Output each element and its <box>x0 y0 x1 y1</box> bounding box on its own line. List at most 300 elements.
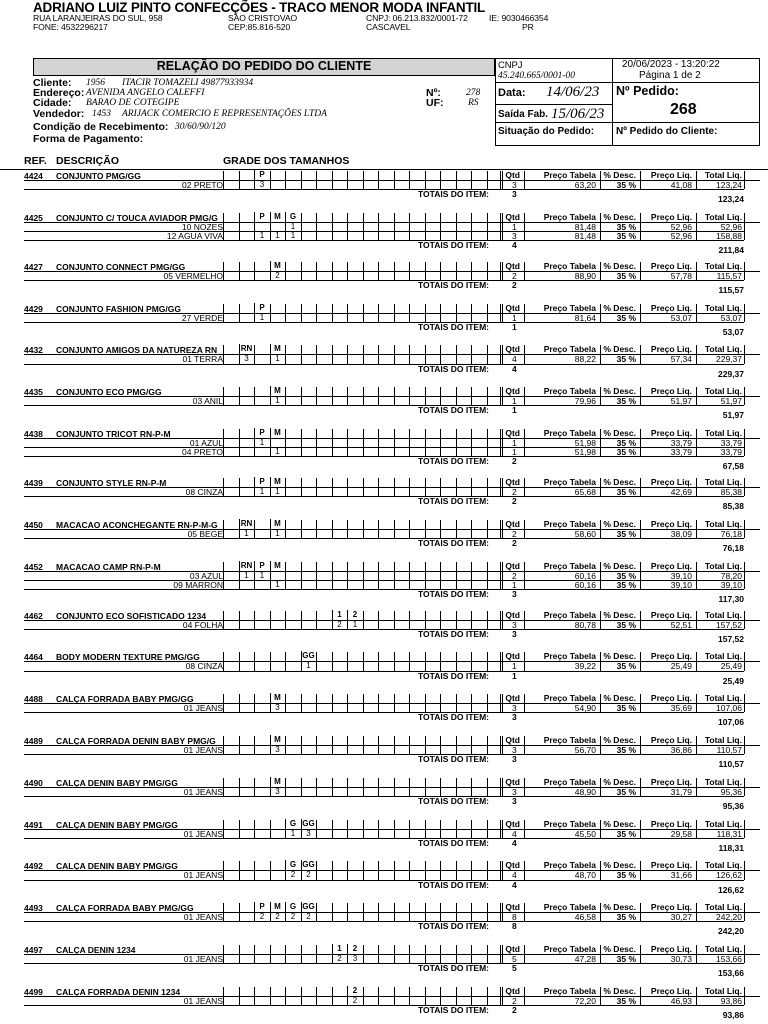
grid-divider <box>332 387 333 405</box>
grid-divider <box>425 520 426 538</box>
row-qtd: 3 <box>512 230 517 241</box>
size-label: RN <box>239 344 254 354</box>
row-qtd: 1 <box>512 661 517 672</box>
grid-divider <box>471 520 472 538</box>
row-price: 46,58 <box>574 912 596 923</box>
grid-divider <box>316 304 317 322</box>
grid-divider <box>223 429 224 456</box>
row-net-price: 30,27 <box>670 912 692 923</box>
item-total-value: 95,36 <box>722 800 744 811</box>
grid-divider <box>270 611 271 629</box>
row-price: 47,28 <box>574 953 596 964</box>
grid-divider <box>285 694 286 712</box>
item-block <box>0 777 768 819</box>
grid-divider <box>239 304 240 322</box>
grid-divider <box>347 778 348 796</box>
row-total: 85,38 <box>720 486 742 497</box>
grid-divider <box>394 171 395 189</box>
item-total-value: 115,57 <box>718 284 744 295</box>
grid-divider <box>223 778 224 796</box>
value-divider <box>744 652 745 670</box>
size-label: M <box>270 428 285 438</box>
row-total: 25,49 <box>720 661 742 672</box>
grid-divider <box>409 562 410 589</box>
item-block <box>0 651 768 693</box>
grid-divider <box>456 611 457 629</box>
hdr-net-price: Preço Liq. <box>650 776 692 787</box>
grid-divider <box>456 945 457 963</box>
grid-divider <box>394 945 395 963</box>
grid-divider <box>239 736 240 754</box>
grid-divider <box>363 171 364 189</box>
color-name: 04 PRETO <box>182 447 223 458</box>
size-label: GG <box>302 860 315 870</box>
hdr-total: Total Liq. <box>704 693 742 704</box>
row-price: 48,90 <box>574 786 596 797</box>
item-total-qty: 3 <box>512 628 517 639</box>
row-qtd: 2 <box>512 528 517 539</box>
item-totals-label: TOTAIS DO ITEM: <box>418 189 489 200</box>
grid-divider <box>487 520 488 538</box>
grid-divider <box>440 562 441 589</box>
row-price: 63,20 <box>574 180 596 190</box>
grid-divider <box>239 820 240 838</box>
size-label: M <box>270 344 285 354</box>
row-price: 51,98 <box>574 437 596 448</box>
color-name: 01 AZUL <box>189 437 223 448</box>
grid-divider <box>285 778 286 796</box>
item-code: 4493 <box>24 903 43 914</box>
grid-divider <box>347 171 348 189</box>
grid-divider <box>394 778 395 796</box>
size-label: RN <box>239 519 254 529</box>
hdr-discount: % Desc. <box>603 985 636 996</box>
hdr-price: Preço Tabela <box>543 818 596 829</box>
hdr-discount: % Desc. <box>603 344 636 355</box>
hdr-discount: % Desc. <box>603 609 636 620</box>
item-description: CONJUNTO FASHION PMG/GG <box>56 303 181 314</box>
page-indicator: Página 1 de 2 <box>639 70 701 81</box>
grid-divider <box>471 987 472 1005</box>
hdr-total: Total Liq. <box>704 386 742 397</box>
size-quantity: 3 <box>301 829 316 839</box>
item-total-qty: 2 <box>512 279 517 290</box>
row-price: 48,70 <box>574 870 596 881</box>
hdr-net-price: Preço Liq. <box>650 943 692 954</box>
item-description: CONJUNTO TRICOT RN-P-M <box>56 428 171 439</box>
grid-divider <box>409 611 410 629</box>
hdr-price: Preço Tabela <box>543 734 596 745</box>
row-net-price: 25,49 <box>670 661 692 672</box>
row-net-price: 57,78 <box>670 270 692 281</box>
item-description: CONJUNTO AMIGOS DA NATUREZA RN <box>56 345 218 356</box>
size-label: M <box>270 777 285 787</box>
row-net-price: 39,10 <box>670 570 692 581</box>
grid-divider <box>409 903 410 921</box>
company-address: RUA LARANJEIRAS DO SUL, 958 <box>33 13 163 23</box>
grid-divider <box>440 611 441 629</box>
report-title: RELAÇÃO DO PEDIDO DO CLIENTE <box>156 59 372 73</box>
row-qtd: 1 <box>512 437 517 448</box>
hdr-discount: % Desc. <box>603 302 636 313</box>
size-label: M <box>270 902 285 912</box>
item-description: CONJUNTO PMG/GG <box>56 171 141 181</box>
grid-divider <box>425 429 426 456</box>
row-qtd: 1 <box>512 447 517 458</box>
hdr-price: Preço Tabela <box>543 985 596 996</box>
date-label: Data: <box>498 87 526 99</box>
size-quantity: 3 <box>270 703 285 713</box>
row-discount: 35 % <box>616 270 636 281</box>
row-qtd: 4 <box>512 828 517 839</box>
row-net-price: 39,10 <box>670 579 692 590</box>
grid-divider <box>301 478 302 496</box>
color-name: 01 JEANS <box>183 744 223 755</box>
item-description: CONJUNTO ECO SOFISTICADO 1234 <box>56 610 207 621</box>
size-label: M <box>270 693 285 703</box>
item-list <box>0 170 768 1024</box>
grid-divider <box>332 652 333 670</box>
grid-divider <box>440 820 441 838</box>
hdr-discount: % Desc. <box>603 651 636 662</box>
grid-divider <box>254 945 255 963</box>
item-description: MACACAO ACONCHEGANTE RN-P-M-G <box>56 519 218 530</box>
item-totals-label: TOTAIS DO ITEM: <box>418 921 489 932</box>
grid-divider <box>378 778 379 796</box>
hdr-discount: % Desc. <box>603 211 636 222</box>
hdr-total: Total Liq. <box>704 170 742 180</box>
grid-divider <box>363 903 364 921</box>
hdr-qtd: Qtd <box>505 476 520 487</box>
grid-divider <box>239 987 240 1005</box>
hdr-net-price: Preço Liq. <box>650 609 692 620</box>
grid-divider <box>456 345 457 363</box>
row-price: 54,90 <box>574 703 596 714</box>
grid-divider <box>487 987 488 1005</box>
company-brand: TRACO MENOR MODA INFANTIL <box>279 0 486 15</box>
size-quantity: 1 <box>301 661 316 671</box>
row-qtd: 2 <box>512 995 517 1006</box>
row-discount: 35 % <box>616 486 636 497</box>
hdr-discount: % Desc. <box>603 260 636 271</box>
item-code: 4452 <box>24 561 43 572</box>
grid-divider <box>239 945 240 963</box>
grid-divider <box>239 213 240 240</box>
grid-divider <box>440 387 441 405</box>
hdr-total: Total Liq. <box>704 344 742 355</box>
hdr-price: Preço Tabela <box>543 609 596 620</box>
row-total: 78,20 <box>720 570 742 581</box>
hdr-discount: % Desc. <box>603 386 636 397</box>
item-total-qty: 2 <box>512 496 517 507</box>
color-name: 01 JEANS <box>183 995 223 1006</box>
item-code: 4438 <box>24 428 43 439</box>
item-totals-label: TOTAIS DO ITEM: <box>418 496 489 507</box>
row-qtd: 3 <box>512 786 517 797</box>
grid-divider <box>301 694 302 712</box>
row-total: 229,37 <box>716 354 742 365</box>
row-qtd: 4 <box>512 354 517 365</box>
grid-divider <box>456 562 457 589</box>
payment-terms: 30/60/90/120 <box>175 122 226 132</box>
grid-divider <box>456 694 457 712</box>
grid-divider <box>456 652 457 670</box>
grid-divider <box>285 945 286 963</box>
size-label: P <box>254 170 269 180</box>
color-name: 03 ANIL <box>192 396 223 407</box>
row-total: 93,86 <box>720 995 742 1006</box>
grid-divider <box>301 262 302 280</box>
item-totals-label: TOTAIS DO ITEM: <box>418 837 489 848</box>
grid-divider <box>270 945 271 963</box>
size-label: P <box>254 902 269 912</box>
item-code: 4490 <box>24 777 43 788</box>
grid-divider <box>332 478 333 496</box>
grid-divider <box>363 820 364 838</box>
row-discount: 35 % <box>616 828 636 839</box>
row-total: 95,36 <box>720 786 742 797</box>
order-info-rule-1 <box>495 82 760 83</box>
item-total-qty: 3 <box>512 712 517 723</box>
grid-divider <box>440 345 441 363</box>
grid-divider <box>456 213 457 240</box>
client-code: 1956 <box>86 78 105 88</box>
hdr-total: Total Liq. <box>704 518 742 529</box>
grid-divider <box>301 213 302 240</box>
grid-divider <box>394 987 395 1005</box>
grid-divider <box>363 611 364 629</box>
row-discount: 35 % <box>616 995 636 1006</box>
grid-divider <box>316 903 317 921</box>
row-total: 33,79 <box>720 437 742 448</box>
grid-divider <box>425 861 426 879</box>
hdr-net-price: Preço Liq. <box>650 386 692 397</box>
grid-divider <box>239 652 240 670</box>
color-name: 12 AGUA VIVA <box>166 230 223 241</box>
grid-divider <box>409 736 410 754</box>
grid-divider <box>378 478 379 496</box>
hdr-price: Preço Tabela <box>543 776 596 787</box>
row-qtd: 8 <box>512 912 517 923</box>
item-code: 4435 <box>24 387 43 398</box>
size-quantity: 2 <box>254 912 269 922</box>
grid-divider <box>378 304 379 322</box>
item-total-value: 85,38 <box>722 501 744 512</box>
grid-divider <box>440 171 441 189</box>
items-table <box>0 154 768 1024</box>
row-discount: 35 % <box>616 180 636 190</box>
item-code: 4489 <box>24 735 43 746</box>
grid-divider <box>394 611 395 629</box>
grid-divider <box>347 262 348 280</box>
grid-divider <box>471 562 472 589</box>
hdr-total: Total Liq. <box>704 260 742 271</box>
hdr-discount: % Desc. <box>603 518 636 529</box>
grid-divider <box>471 945 472 963</box>
item-description: BODY MODERN TEXTURE PMG/GG <box>56 652 200 663</box>
grid-divider <box>316 987 317 1005</box>
grid-divider <box>456 520 457 538</box>
item-total-qty: 3 <box>512 754 517 765</box>
size-quantity: 1 <box>270 580 285 590</box>
item-code: 4491 <box>24 819 43 830</box>
grid-divider <box>456 861 457 879</box>
grid-divider <box>409 652 410 670</box>
row-total: 157,52 <box>716 619 742 630</box>
grid-divider <box>456 304 457 322</box>
item-code: 4439 <box>24 477 43 488</box>
grid-divider <box>471 778 472 796</box>
grid-divider <box>471 861 472 879</box>
size-label: P <box>254 428 269 438</box>
grid-divider <box>285 345 286 363</box>
grid-divider <box>316 611 317 629</box>
grid-divider <box>316 429 317 456</box>
row-net-price: 35,69 <box>670 703 692 714</box>
item-block <box>0 212 768 261</box>
grid-divider <box>425 778 426 796</box>
grid-divider <box>425 213 426 240</box>
grid-divider <box>487 429 488 456</box>
grid-divider <box>332 562 333 589</box>
item-totals-label: TOTAIS DO ITEM: <box>418 879 489 890</box>
grid-divider <box>363 213 364 240</box>
value-divider <box>744 304 745 322</box>
hdr-net-price: Preço Liq. <box>650 302 692 313</box>
hdr-total: Total Liq. <box>704 860 742 871</box>
row-price: 60,16 <box>574 579 596 590</box>
hdr-net-price: Preço Liq. <box>650 560 692 571</box>
size-label: G <box>285 212 300 222</box>
item-block <box>0 735 768 777</box>
item-description: CONJUNTO STYLE RN-P-M <box>56 477 167 488</box>
item-total-value: 118,31 <box>718 842 744 853</box>
value-divider <box>744 945 745 963</box>
row-discount: 35 % <box>616 744 636 755</box>
size-quantity: 1 <box>270 396 285 406</box>
grid-divider <box>316 520 317 538</box>
row-price: 81,48 <box>574 221 596 232</box>
grid-divider <box>239 478 240 496</box>
hdr-qtd: Qtd <box>505 860 520 871</box>
row-total: 118,31 <box>716 828 742 839</box>
color-name: 05 VERMELHO <box>163 270 223 281</box>
grid-divider <box>254 387 255 405</box>
grid-divider <box>456 262 457 280</box>
grid-divider <box>347 736 348 754</box>
col-description: DESCRIÇÃO <box>56 155 120 167</box>
hdr-total: Total Liq. <box>704 818 742 829</box>
seller-code: 1453 <box>92 109 111 119</box>
company-phone: FONE: 4532296217 <box>33 22 108 32</box>
grid-divider <box>347 652 348 670</box>
color-name: 01 JEANS <box>183 912 223 923</box>
hdr-total: Total Liq. <box>704 427 742 438</box>
value-divider <box>744 520 745 538</box>
size-quantity: 1 <box>270 447 285 457</box>
hdr-net-price: Preço Liq. <box>650 427 692 438</box>
item-totals-label: TOTAIS DO ITEM: <box>418 537 489 548</box>
grid-divider <box>456 820 457 838</box>
company-district: SAO CRISTOVAO <box>228 13 298 23</box>
size-label: GG <box>302 902 315 912</box>
item-block <box>0 902 768 944</box>
color-name: 02 PRETO <box>182 180 223 190</box>
order-info-rule-3 <box>495 122 760 123</box>
hdr-net-price: Preço Liq. <box>650 734 692 745</box>
grid-divider <box>285 262 286 280</box>
size-label: G <box>285 902 300 912</box>
size-quantity: 3 <box>254 180 269 190</box>
row-price: 80,78 <box>574 619 596 630</box>
item-block <box>0 693 768 735</box>
row-price: 65,68 <box>574 486 596 497</box>
hdr-qtd: Qtd <box>505 902 520 913</box>
item-description: CALÇA FORRADA DENIN BABY PMG/G <box>56 735 216 746</box>
size-quantity: 2 <box>332 620 347 630</box>
row-qtd: 2 <box>512 486 517 497</box>
hdr-discount: % Desc. <box>603 734 636 745</box>
hdr-discount: % Desc. <box>603 818 636 829</box>
hdr-discount: % Desc. <box>603 776 636 787</box>
item-total-qty: 3 <box>512 795 517 806</box>
grid-divider <box>425 694 426 712</box>
row-qtd: 3 <box>512 180 517 190</box>
item-totals-label: TOTAIS DO ITEM: <box>418 456 489 467</box>
item-totals-label: TOTAIS DO ITEM: <box>418 795 489 806</box>
grid-divider <box>239 171 240 189</box>
hdr-price: Preço Tabela <box>543 902 596 913</box>
value-divider <box>744 429 745 456</box>
grid-divider <box>363 694 364 712</box>
item-block <box>0 519 768 561</box>
grid-divider <box>378 520 379 538</box>
grid-divider <box>285 520 286 538</box>
grid-divider <box>394 387 395 405</box>
grid-divider <box>440 903 441 921</box>
value-divider <box>744 213 745 240</box>
hdr-price: Preço Tabela <box>543 860 596 871</box>
grid-divider <box>487 861 488 879</box>
grid-divider <box>425 562 426 589</box>
hdr-total: Total Liq. <box>704 734 742 745</box>
grid-divider <box>394 304 395 322</box>
grid-divider <box>254 611 255 629</box>
value-divider <box>744 262 745 280</box>
grid-divider <box>378 820 379 838</box>
company-legal-name: ADRIANO LUIZ PINTO CONFECÇÕES <box>33 0 268 15</box>
item-total-qty: 4 <box>512 240 517 251</box>
company-state: PR <box>522 22 534 32</box>
grid-divider <box>487 778 488 796</box>
grid-divider <box>471 171 472 189</box>
item-total-value: 67,58 <box>722 461 744 472</box>
grid-divider <box>332 903 333 921</box>
grid-divider <box>347 478 348 496</box>
value-divider <box>744 820 745 838</box>
grid-divider <box>394 736 395 754</box>
grid-divider <box>425 304 426 322</box>
item-totals-label: TOTAIS DO ITEM: <box>418 963 489 974</box>
item-totals-label: TOTAIS DO ITEM: <box>418 321 489 332</box>
grid-divider <box>409 945 410 963</box>
grid-divider <box>363 345 364 363</box>
row-net-price: 31,79 <box>670 786 692 797</box>
hdr-net-price: Preço Liq. <box>650 518 692 529</box>
size-label: M <box>270 735 285 745</box>
row-discount: 35 % <box>616 528 636 539</box>
size-label: GG <box>302 818 315 828</box>
